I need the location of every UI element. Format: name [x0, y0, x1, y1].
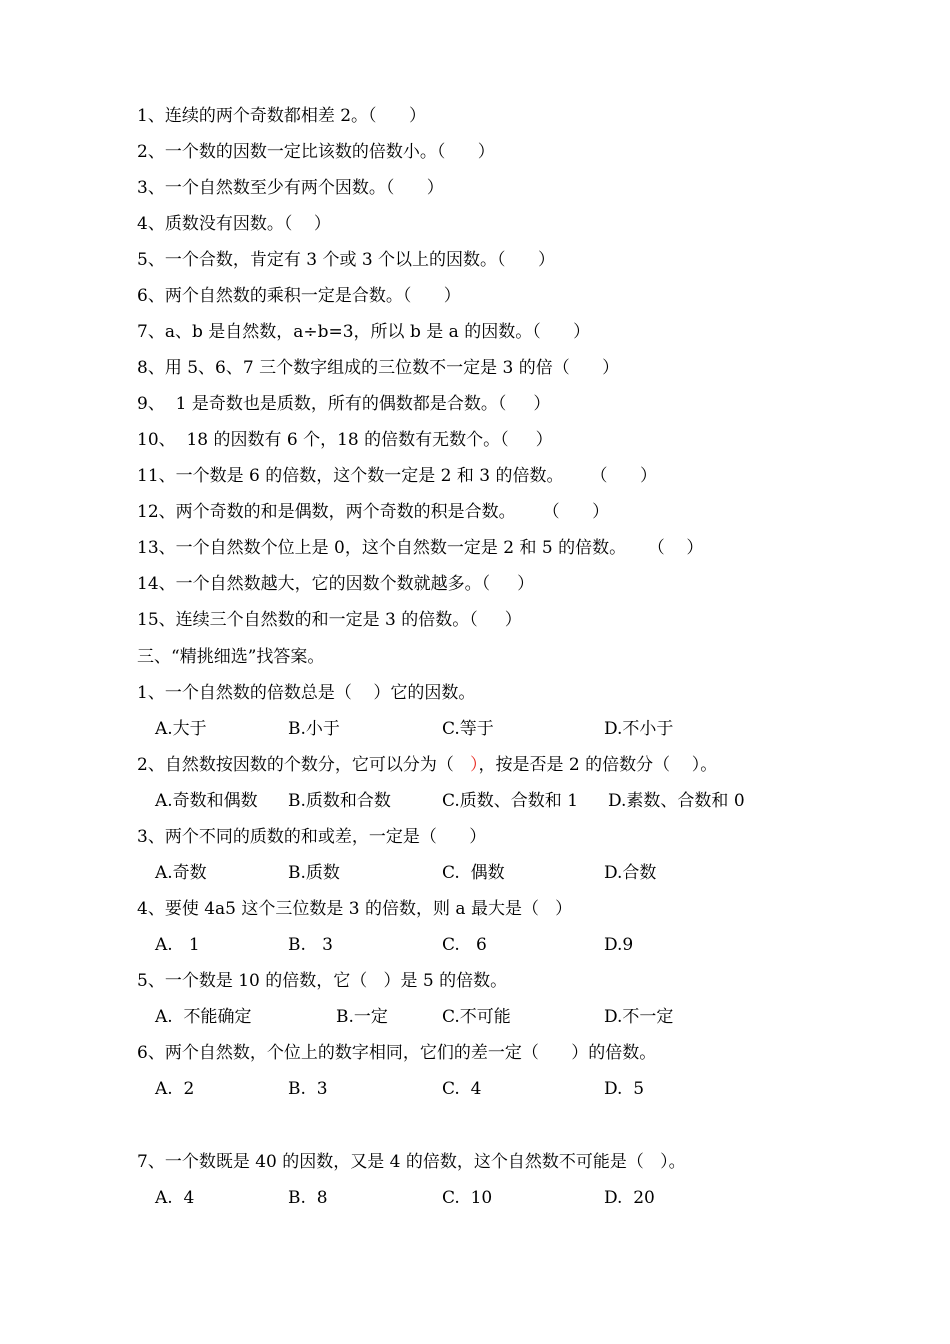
- judgement-item-13: 13、一个自然数个位上是 0，这个自然数一定是 2 和 5 的倍数。 （ ）: [137, 538, 704, 558]
- choice-q6-option-b: B. 3: [288, 1079, 328, 1099]
- choice-q6-stem: 6、两个自然数，个位上的数字相同，它们的差一定（ ）的倍数。: [137, 1043, 657, 1063]
- choice-q2-stem: [137, 753, 717, 777]
- choice-q3-option-b: B.质数: [288, 863, 340, 883]
- choice-q2-option-a: A.奇数和偶数: [155, 791, 258, 811]
- choice-q7-option-d: D. 20: [604, 1188, 655, 1208]
- choice-q4-option-a: A. 1: [155, 935, 200, 955]
- choice-q2-option-c: C.质数、合数和 1: [442, 791, 579, 811]
- choice-q1-stem: 1、一个自然数的倍数总是（ ）它的因数。: [137, 683, 476, 703]
- choice-q5-options: [0, 1005, 950, 1029]
- choice-q1-options: [0, 717, 950, 741]
- choice-q3-option-a: A.奇数: [155, 863, 207, 883]
- judgement-item-1: 1、连续的两个奇数都相差 2。（ ）: [137, 106, 426, 126]
- judgement-item-6: 6、两个自然数的乘积一定是合数。（ ）: [137, 286, 461, 306]
- choice-q3-option-c: C. 偶数: [442, 863, 505, 883]
- choice-q5-option-d: D.不一定: [604, 1007, 674, 1027]
- choice-q2-stem-part2: ，按是否是 2 的倍数分（ ）。: [478, 755, 718, 775]
- judgement-item-8: 8、用 5、6、7 三个数字组成的三位数不一定是 3 的倍（ ）: [137, 358, 620, 378]
- choice-q1-option-d: D.不小于: [604, 719, 674, 739]
- choice-q6-options: [0, 1077, 950, 1101]
- choice-q4-option-c: C. 6: [442, 935, 487, 955]
- choice-q4-options: [0, 933, 950, 957]
- choice-q7-option-b: B. 8: [288, 1188, 328, 1208]
- judgement-item-7: 7、a、b 是自然数，a÷b=3，所以 b 是 a 的因数。（ ）: [137, 322, 591, 342]
- judgement-item-14: 14、一个自然数越大，它的因数个数就越多。（ ）: [137, 574, 535, 594]
- choice-q7-option-a: A. 4: [155, 1188, 195, 1208]
- choice-q1-option-a: A.大于: [155, 719, 207, 739]
- choice-q2-stem-part1: 2、自然数按因数的个数分，它可以分为（: [137, 755, 471, 775]
- choice-q4-option-b: B. 3: [288, 935, 333, 955]
- judgement-item-4: 4、质数没有因数。（ ）: [137, 214, 331, 234]
- judgement-item-9: 9、 1 是奇数也是质数，所有的偶数都是合数。（ ）: [137, 394, 551, 414]
- judgement-item-3: 3、一个自然数至少有两个因数。（ ）: [137, 178, 444, 198]
- choice-q1-option-c: C.等于: [442, 719, 494, 739]
- choice-q1-option-b: B.小于: [288, 719, 340, 739]
- choice-q2-red-paren: ）: [470, 755, 479, 775]
- choice-q4-stem: 4、要使 4a5 这个三位数是 3 的倍数，则 a 最大是（ ）: [137, 899, 573, 919]
- choice-q5-option-a: A. 不能确定: [155, 1007, 252, 1027]
- choice-q6-option-c: C. 4: [442, 1079, 482, 1099]
- judgement-item-11: 11、一个数是 6 的倍数，这个数一定是 2 和 3 的倍数。 （ ）: [137, 466, 657, 486]
- choice-q2-option-b: B.质数和合数: [288, 791, 391, 811]
- choice-q5-stem: 5、一个数是 10 的倍数，它（ ）是 5 的倍数。: [137, 971, 508, 991]
- judgement-item-12: 12、两个奇数的和是偶数，两个奇数的积是合数。 （ ）: [137, 502, 610, 522]
- choice-q3-options: [0, 861, 950, 885]
- choice-q3-stem: 3、两个不同的质数的和或差，一定是（ ）: [137, 827, 487, 847]
- choice-q5-option-b: B.一定: [336, 1007, 388, 1027]
- choice-q6-option-a: A. 2: [155, 1079, 195, 1099]
- judgement-item-2: 2、一个数的因数一定比该数的倍数小。（ ）: [137, 142, 495, 162]
- choice-q6-option-d: D. 5: [604, 1079, 645, 1099]
- choice-q7-options: [0, 1186, 950, 1210]
- choice-q7-stem: 7、一个数既是 40 的因数，又是 4 的倍数，这个自然数不可能是（ ）。: [137, 1152, 686, 1172]
- choice-q2-option-d: D.素数、合数和 0: [608, 791, 745, 811]
- choice-q3-option-d: D.合数: [604, 863, 657, 883]
- choice-q5-option-c: C.不可能: [442, 1007, 511, 1027]
- choice-q4-option-d: D.9: [604, 935, 634, 955]
- judgement-item-15: 15、连续三个自然数的和一定是 3 的倍数。（ ）: [137, 610, 522, 630]
- judgement-item-10: 10、 18 的因数有 6 个，18 的倍数有无数个。（ ）: [137, 430, 553, 450]
- choice-q2-options: [0, 789, 950, 813]
- judgement-item-5: 5、一个合数，肯定有 3 个或 3 个以上的因数。（ ）: [137, 250, 555, 270]
- section-three-title: 三、“精挑细选”找答案。: [137, 647, 325, 667]
- choice-q7-option-c: C. 10: [442, 1188, 493, 1208]
